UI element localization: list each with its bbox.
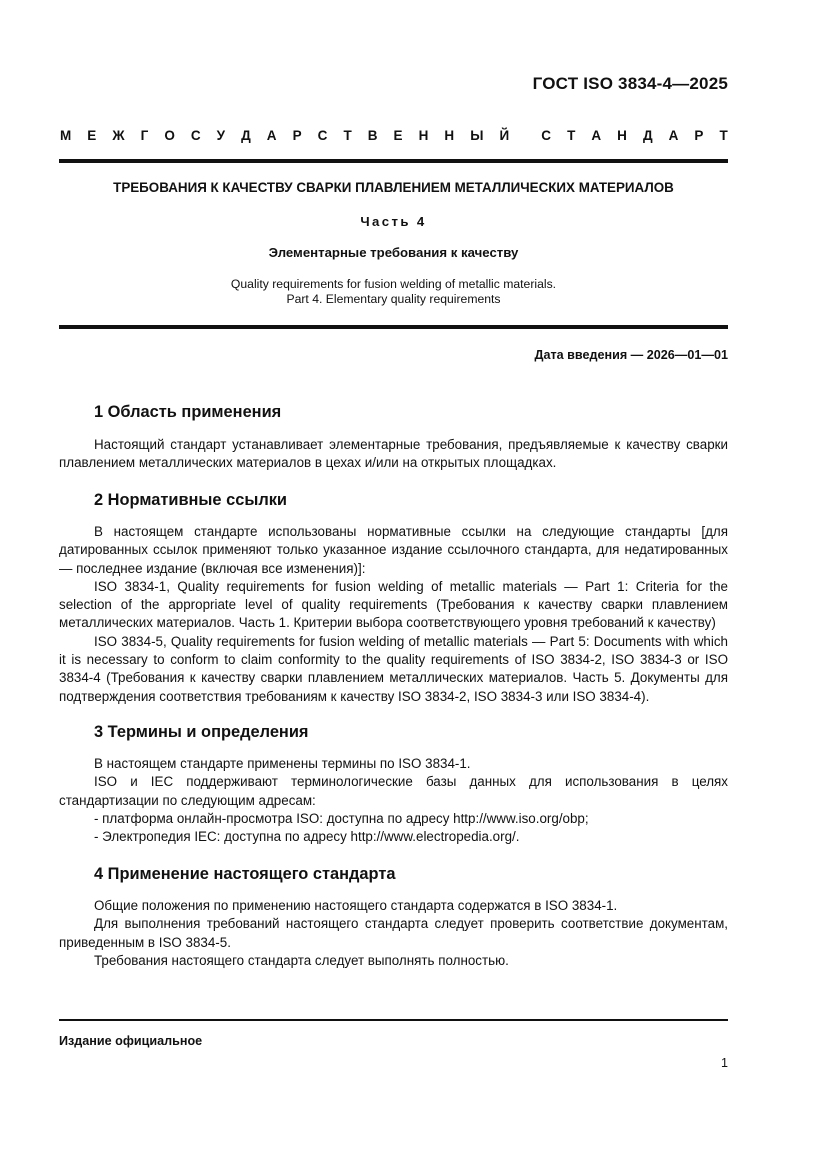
part-label: Часть 4 <box>360 214 427 229</box>
section-body <box>59 755 728 846</box>
heading-letter: Н <box>418 128 429 143</box>
heading-letter: Д <box>642 128 653 143</box>
heading-letter: С <box>317 128 328 143</box>
heading-letter: В <box>367 128 378 143</box>
heading-letter: М <box>60 128 72 143</box>
heading-letter: А <box>668 128 679 143</box>
paragraph: ISO и IEC поддерживают терминологические базы данных для использования в целях стандартизации по следующим адресам: <box>59 774 728 808</box>
section-body <box>59 523 728 706</box>
heading-letter: С <box>541 128 552 143</box>
introduction-date: Дата введения — 2026—01—01 <box>534 348 728 362</box>
section-body <box>59 436 728 473</box>
paragraph: ISO 3834-5, Quality requirements for fusion welding of metallic materials — Part 5: Documents with which it is necessary to conform to claim conformity to the quality requirements of ISO 3834-2, ISO 3834-3 or ISO 3834-4 (Требования к качеству сварки плавлением металлических материалов. Часть 5. Документы для подтверждения соответствия требованиям к качеству ISO 3834-2, ISO 3834-3 или ISO 3834-4). <box>59 633 728 704</box>
interstate-standard-heading <box>60 128 728 143</box>
heading-letter: С <box>190 128 201 143</box>
paragraph: Общие положения по применению настоящего стандарта содержатся в ISO 3834-1. <box>94 898 618 913</box>
section-heading: 1 Область применения <box>94 403 282 421</box>
paragraph: В настоящем стандарте использованы нормативные ссылки на следующие стандарты [для датированных ссылок применяют только указанное издание ссылочного стандарта, для недатированных — последнее издание (включая все изменения)]: <box>59 524 728 576</box>
document-title: ТРЕБОВАНИЯ К КАЧЕСТВУ СВАРКИ ПЛАВЛЕНИЕМ МЕТАЛЛИЧЕСКИХ МАТЕРИАЛОВ <box>113 180 674 195</box>
heading-letter: Р <box>292 128 302 143</box>
heading-letter: Е <box>393 128 403 143</box>
top-divider <box>59 159 728 163</box>
document-subtitle: Элементарные требования к качеству <box>268 245 519 260</box>
english-title-line: Quality requirements for fusion welding of metallic materials. <box>230 277 557 291</box>
heading-letter: Й <box>499 128 510 143</box>
footer-divider <box>59 1019 728 1021</box>
heading-letter: У <box>216 128 226 143</box>
section-heading: 4 Применение настоящего стандарта <box>94 865 396 883</box>
list-item: - платформа онлайн-просмотра ISO: доступна по адресу http://www.iso.org/obp; <box>94 810 589 826</box>
section-body <box>59 897 728 970</box>
heading-letter: Ж <box>112 128 125 143</box>
heading-letter: А <box>266 128 277 143</box>
heading-letter: Т <box>343 128 352 143</box>
title-divider <box>59 325 728 329</box>
paragraph: Требования настоящего стандарта следует выполнять полностью. <box>94 952 509 968</box>
paragraph: В настоящем стандарте применены термины по ISO 3834-1. <box>94 756 471 771</box>
heading-letter: Н <box>617 128 627 143</box>
heading-letter: Д <box>241 128 251 143</box>
heading-letter: А <box>591 128 602 143</box>
section-heading: 2 Нормативные ссылки <box>94 491 288 509</box>
section-heading: 3 Термины и определения <box>94 723 309 741</box>
heading-letter: О <box>164 128 175 143</box>
heading-letter: Н <box>444 128 455 143</box>
heading-letter: Ы <box>470 128 484 143</box>
gost-number: ГОСТ ISO 3834-4—2025 <box>532 74 728 93</box>
page-number: 1 <box>720 1056 728 1070</box>
heading-letter: Г <box>140 128 149 143</box>
heading-letter: Т <box>719 128 728 143</box>
paragraph: ISO 3834-1, Quality requirements for fusion welding of metallic materials — Part 1: Criteria for the selection of the appropriate level of quality requirements (Требования к качеству сварки плавлением металлических материалов. Часть 1. Критерии выбора соответствующего уровня требований к качеству) <box>59 578 728 631</box>
edition-label: Издание официальное <box>59 1034 203 1048</box>
heading-letter: Е <box>87 128 97 143</box>
heading-letter: Р <box>694 128 704 143</box>
list-item: - Электропедия IEC: доступна по адресу http://www.electropedia.org/. <box>94 829 520 845</box>
heading-letter: Т <box>567 128 576 143</box>
english-title-line: Part 4. Elementary quality requirements <box>286 292 501 306</box>
english-title <box>59 277 728 307</box>
paragraph: Настоящий стандарт устанавливает элементарные требования, предъявляемые к качеству сварки плавлением металлических материалов в цехах и/или на открытых площадках. <box>59 437 728 471</box>
paragraph: Для выполнения требований настоящего стандарта следует проверить соответствие документам, приведенным в ISO 3834-5. <box>59 916 728 950</box>
